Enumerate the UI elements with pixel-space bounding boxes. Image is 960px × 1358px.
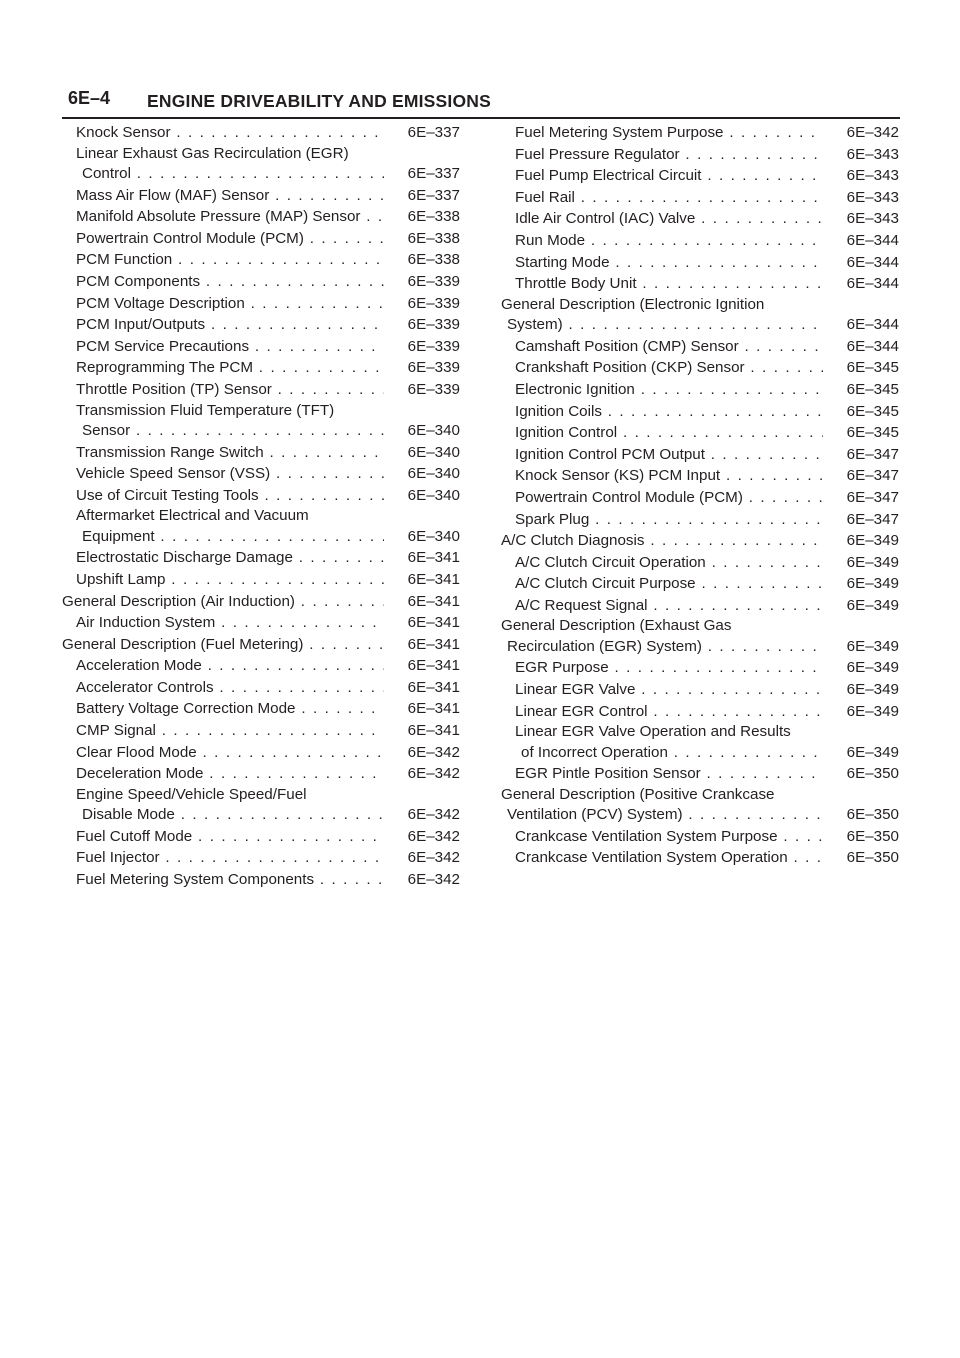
toc-entry bbox=[501, 422, 899, 444]
toc-entry-title: Clear Flood Mode . . . bbox=[76, 742, 384, 764]
toc-entry bbox=[62, 655, 460, 677]
toc-entry-page: 6E–341 bbox=[384, 677, 460, 699]
toc-entry bbox=[501, 230, 899, 252]
toc-entry bbox=[501, 465, 899, 487]
toc-entry bbox=[501, 487, 899, 509]
toc-entry-page: 6E–338 bbox=[384, 249, 460, 271]
toc-entry-title-continued: Ventilation (PCV) System) . . . bbox=[501, 805, 823, 826]
toc-entry-page: 6E–342 bbox=[384, 847, 460, 869]
toc-entry-title-continued: Disable Mode . . . bbox=[76, 805, 384, 826]
toc-entry-title: Upshift Lamp . . . bbox=[76, 569, 384, 591]
toc-entry-page: 6E–338 bbox=[384, 206, 460, 228]
toc-entry bbox=[62, 785, 460, 826]
toc-entry-page: 6E–350 bbox=[823, 805, 899, 826]
toc-entry bbox=[501, 701, 899, 723]
toc-entry-page: 6E–347 bbox=[823, 487, 899, 509]
toc-entry bbox=[62, 357, 460, 379]
toc-entry-title-continued: of Incorrect Operation . . . bbox=[515, 743, 823, 764]
toc-entry-page: 6E–347 bbox=[823, 465, 899, 487]
toc-entry-title: Electrostatic Discharge Damage . . . bbox=[76, 547, 384, 569]
toc-entry-title: Fuel Pressure Regulator . . . bbox=[515, 144, 823, 166]
toc-entry-page: 6E–350 bbox=[823, 763, 899, 785]
toc-entry bbox=[62, 401, 460, 442]
page-title: ENGINE DRIVEABILITY AND EMISSIONS bbox=[147, 91, 492, 111]
toc-entry bbox=[501, 273, 899, 295]
toc-entry bbox=[62, 485, 460, 507]
toc-entry-title: Reprogramming The PCM . . . bbox=[76, 357, 384, 379]
toc-entry bbox=[62, 249, 460, 271]
toc-entry-page: 6E–349 bbox=[823, 573, 899, 595]
toc-entry-title: Crankcase Ventilation System Purpose . . . bbox=[515, 826, 823, 848]
toc-entry-title: Fuel Pump Electrical Circuit . . . bbox=[515, 165, 823, 187]
toc-entry bbox=[501, 509, 899, 531]
toc-entry bbox=[62, 720, 460, 742]
toc-entry-title: Acceleration Mode . . . bbox=[76, 655, 384, 677]
toc-entry-title: Ignition Coils . . . bbox=[515, 401, 823, 423]
toc-entry bbox=[62, 698, 460, 720]
toc-entry-title: Knock Sensor (KS) PCM Input . . . bbox=[515, 465, 823, 487]
toc-entry-page: 6E–342 bbox=[384, 763, 460, 785]
toc-entry-title: Crankcase Ventilation System Operation . . . bbox=[515, 847, 823, 869]
toc-entry bbox=[501, 336, 899, 358]
toc-entry-page: 6E–349 bbox=[823, 530, 899, 552]
toc-entry-page: 6E–343 bbox=[823, 144, 899, 166]
toc-entry-page: 6E–350 bbox=[823, 826, 899, 848]
toc-entry-page: 6E–345 bbox=[823, 379, 899, 401]
toc-entry-title: Linear EGR Control . . . bbox=[515, 701, 823, 723]
toc-entry-page: 6E–340 bbox=[384, 527, 460, 548]
toc-entry-page: 6E–349 bbox=[823, 657, 899, 679]
toc-entry bbox=[501, 122, 899, 144]
header-rule bbox=[62, 117, 900, 119]
toc-entry bbox=[501, 401, 899, 423]
toc-entry-page: 6E–343 bbox=[823, 165, 899, 187]
toc-entry-title: Run Mode . . . bbox=[515, 230, 823, 252]
toc-entry-title-continued: Equipment . . . bbox=[76, 527, 384, 548]
toc-entry-page: 6E–339 bbox=[384, 314, 460, 336]
toc-entry-title: Electronic Ignition . . . bbox=[515, 379, 823, 401]
toc-entry-page: 6E–342 bbox=[384, 805, 460, 826]
toc-entry-title: A/C Clutch Diagnosis . . . bbox=[501, 530, 823, 552]
toc-entry-title: Fuel Injector . . . bbox=[76, 847, 384, 869]
toc-entry-page: 6E–344 bbox=[823, 252, 899, 274]
toc-entry-title: PCM Voltage Description . . . bbox=[76, 293, 384, 315]
toc-entry bbox=[62, 547, 460, 569]
toc-entry bbox=[62, 569, 460, 591]
toc-entry-title: CMP Signal . . . bbox=[76, 720, 384, 742]
toc-entry bbox=[501, 165, 899, 187]
toc-entry bbox=[501, 444, 899, 466]
toc-entry-page: 6E–339 bbox=[384, 357, 460, 379]
toc-entry-title: Air Induction System . . . bbox=[76, 612, 384, 634]
toc-entry-title: Throttle Body Unit . . . bbox=[515, 273, 823, 295]
toc-entry bbox=[62, 206, 460, 228]
toc-entry-title: Use of Circuit Testing Tools . . . bbox=[76, 485, 384, 507]
toc-entry-title: Throttle Position (TP) Sensor . . . bbox=[76, 379, 384, 401]
toc-entry-page: 6E–349 bbox=[823, 637, 899, 658]
toc-entry-title: A/C Clutch Circuit Purpose . . . bbox=[515, 573, 823, 595]
toc-entry-page: 6E–340 bbox=[384, 485, 460, 507]
toc-entry-title: Aftermarket Electrical and Vacuum bbox=[76, 507, 309, 525]
toc-entry-title: General Description (Air Induction) . . . bbox=[62, 591, 384, 613]
toc-entry bbox=[62, 442, 460, 464]
toc-entry-title: A/C Request Signal . . . bbox=[515, 595, 823, 617]
toc-entry-page: 6E–341 bbox=[384, 612, 460, 634]
toc-entry-page: 6E–345 bbox=[823, 401, 899, 423]
toc-entry-page: 6E–341 bbox=[384, 569, 460, 591]
toc-entry bbox=[62, 826, 460, 848]
toc-entry bbox=[62, 293, 460, 315]
toc-entry-title: Vehicle Speed Sensor (VSS) . . . bbox=[76, 463, 384, 485]
toc-entry-title: Idle Air Control (IAC) Valve . . . bbox=[515, 208, 823, 230]
toc-entry-page: 6E–342 bbox=[384, 742, 460, 764]
toc-entry-page: 6E–343 bbox=[823, 187, 899, 209]
toc-entry-title: Ignition Control PCM Output . . . bbox=[515, 444, 823, 466]
toc-entry bbox=[501, 657, 899, 679]
toc-entry bbox=[62, 506, 460, 547]
toc-entry bbox=[501, 847, 899, 869]
toc-entry-title: Accelerator Controls . . . bbox=[76, 677, 384, 699]
toc-entry-page: 6E–349 bbox=[823, 679, 899, 701]
toc-entry-title: General Description (Electronic Ignition bbox=[501, 295, 765, 313]
toc-entry bbox=[62, 185, 460, 207]
toc-entry-page: 6E–339 bbox=[384, 271, 460, 293]
toc-column-right bbox=[501, 122, 899, 869]
toc-entry-page: 6E–344 bbox=[823, 273, 899, 295]
toc-entry-title: Battery Voltage Correction Mode . . . bbox=[76, 698, 384, 720]
toc-entry-title: Powertrain Control Module (PCM) . . . bbox=[515, 487, 823, 509]
toc-entry-title-continued: Control . . . bbox=[76, 164, 384, 185]
toc-entry-title: General Description (Exhaust Gas bbox=[501, 617, 732, 635]
toc-entry-page: 6E–341 bbox=[384, 591, 460, 613]
toc-entry-page: 6E–342 bbox=[384, 826, 460, 848]
toc-entry-page: 6E–337 bbox=[384, 164, 460, 185]
toc-entry-page: 6E–349 bbox=[823, 595, 899, 617]
toc-entry bbox=[501, 573, 899, 595]
toc-entry-page: 6E–339 bbox=[384, 379, 460, 401]
toc-entry bbox=[62, 463, 460, 485]
toc-entry-page: 6E–341 bbox=[384, 698, 460, 720]
toc-entry-page: 6E–349 bbox=[823, 701, 899, 723]
toc-entry bbox=[501, 252, 899, 274]
toc-entry bbox=[62, 677, 460, 699]
toc-entry bbox=[62, 634, 460, 656]
toc-entry bbox=[501, 530, 899, 552]
toc-entry-title: PCM Service Precautions . . . bbox=[76, 336, 384, 358]
toc-entry bbox=[62, 144, 460, 185]
toc-entry-title: General Description (Positive Crankcase bbox=[501, 785, 775, 803]
toc-entry bbox=[62, 847, 460, 869]
toc-entry-title: Spark Plug . . . bbox=[515, 509, 823, 531]
toc-entry bbox=[62, 271, 460, 293]
toc-entry-page: 6E–350 bbox=[823, 847, 899, 869]
toc-entry-title: Engine Speed/Vehicle Speed/Fuel bbox=[76, 785, 307, 803]
toc-entry bbox=[501, 208, 899, 230]
toc-entry-title: Ignition Control . . . bbox=[515, 422, 823, 444]
toc-entry-title: Linear Exhaust Gas Recirculation (EGR) bbox=[76, 144, 349, 162]
toc-entry-title-continued: System) . . . bbox=[501, 315, 823, 336]
page-number: 6E–4 bbox=[68, 88, 111, 108]
toc-entry bbox=[501, 826, 899, 848]
toc-entry bbox=[62, 314, 460, 336]
toc-entry-page: 6E–340 bbox=[384, 421, 460, 442]
toc-entry-page: 6E–345 bbox=[823, 357, 899, 379]
toc-entry bbox=[62, 228, 460, 250]
toc-entry bbox=[62, 763, 460, 785]
toc-entry-title: EGR Purpose . . . bbox=[515, 657, 823, 679]
toc-entry-title: Transmission Fluid Temperature (TFT) bbox=[76, 401, 335, 419]
toc-entry bbox=[501, 785, 899, 826]
toc-entry-title: Fuel Rail . . . bbox=[515, 187, 823, 209]
toc-entry bbox=[501, 722, 899, 763]
toc-entry-title: EGR Pintle Position Sensor . . . bbox=[515, 763, 823, 785]
toc-entry-page: 6E–337 bbox=[384, 122, 460, 144]
toc-entry-title: Camshaft Position (CMP) Sensor . . . bbox=[515, 336, 823, 358]
toc-entry-title: Linear EGR Valve Operation and Results bbox=[515, 723, 791, 741]
toc-entry-page: 6E–344 bbox=[823, 336, 899, 358]
toc-entry-page: 6E–347 bbox=[823, 509, 899, 531]
toc-entry bbox=[62, 591, 460, 613]
toc-entry bbox=[62, 336, 460, 358]
toc-entry-page: 6E–339 bbox=[384, 336, 460, 358]
toc-entry-page: 6E–345 bbox=[823, 422, 899, 444]
toc-entry-page: 6E–341 bbox=[384, 720, 460, 742]
toc-entry bbox=[501, 552, 899, 574]
toc-entry-title: A/C Clutch Circuit Operation . . . bbox=[515, 552, 823, 574]
toc-entry-page: 6E–341 bbox=[384, 634, 460, 656]
toc-column-left bbox=[62, 122, 460, 891]
toc-entry-title: Fuel Metering System Purpose . . . bbox=[515, 122, 823, 144]
toc-entry-title: Transmission Range Switch . . . bbox=[76, 442, 384, 464]
toc-entry-title: Mass Air Flow (MAF) Sensor . . . bbox=[76, 185, 384, 207]
toc-entry bbox=[501, 144, 899, 166]
toc-entry-page: 6E–341 bbox=[384, 655, 460, 677]
toc-entry-title: Powertrain Control Module (PCM) . . . bbox=[76, 228, 384, 250]
toc-entry-title: Fuel Cutoff Mode . . . bbox=[76, 826, 384, 848]
toc-entry-page: 6E–339 bbox=[384, 293, 460, 315]
toc-entry-page: 6E–349 bbox=[823, 743, 899, 764]
toc-entry bbox=[501, 357, 899, 379]
toc-entry bbox=[501, 763, 899, 785]
toc-entry bbox=[501, 379, 899, 401]
toc-entry-title-continued: Sensor . . . bbox=[76, 421, 384, 442]
toc-entry-title: Knock Sensor . . . bbox=[76, 122, 384, 144]
toc-entry-page: 6E–344 bbox=[823, 315, 899, 336]
toc-entry bbox=[501, 616, 899, 657]
toc-entry-page: 6E–338 bbox=[384, 228, 460, 250]
toc-entry-page: 6E–341 bbox=[384, 547, 460, 569]
toc-entry-page: 6E–344 bbox=[823, 230, 899, 252]
toc-entry-title: PCM Function . . . bbox=[76, 249, 384, 271]
toc-entry-title: Linear EGR Valve . . . bbox=[515, 679, 823, 701]
toc-entry-title: Starting Mode . . . bbox=[515, 252, 823, 274]
toc-entry-title-continued: Recirculation (EGR) System) . . . bbox=[501, 637, 823, 658]
toc-entry-page: 6E–340 bbox=[384, 442, 460, 464]
toc-entry bbox=[501, 187, 899, 209]
toc-entry bbox=[62, 379, 460, 401]
toc-entry-title: Manifold Absolute Pressure (MAP) Sensor . . . bbox=[76, 206, 384, 228]
toc-entry bbox=[62, 869, 460, 891]
toc-entry-page: 6E–349 bbox=[823, 552, 899, 574]
toc-entry bbox=[62, 612, 460, 634]
toc-entry bbox=[62, 742, 460, 764]
toc-entry bbox=[501, 295, 899, 336]
toc-entry-page: 6E–337 bbox=[384, 185, 460, 207]
toc-entry-page: 6E–342 bbox=[384, 869, 460, 891]
toc-entry-page: 6E–347 bbox=[823, 444, 899, 466]
toc-entry-title: PCM Components . . . bbox=[76, 271, 384, 293]
toc-entry-title: PCM Input/Outputs . . . bbox=[76, 314, 384, 336]
toc-entry-page: 6E–342 bbox=[823, 122, 899, 144]
toc-entry-page: 6E–343 bbox=[823, 208, 899, 230]
toc-entry bbox=[501, 679, 899, 701]
toc-entry-title: Deceleration Mode . . . bbox=[76, 763, 384, 785]
toc-entry-page: 6E–340 bbox=[384, 463, 460, 485]
toc-entry-title: Crankshaft Position (CKP) Sensor . . . bbox=[515, 357, 823, 379]
toc-entry bbox=[501, 595, 899, 617]
toc-entry-title: General Description (Fuel Metering) . . . bbox=[62, 634, 384, 656]
toc-entry-title: Fuel Metering System Components . . . bbox=[76, 869, 384, 891]
toc-entry bbox=[62, 122, 460, 144]
